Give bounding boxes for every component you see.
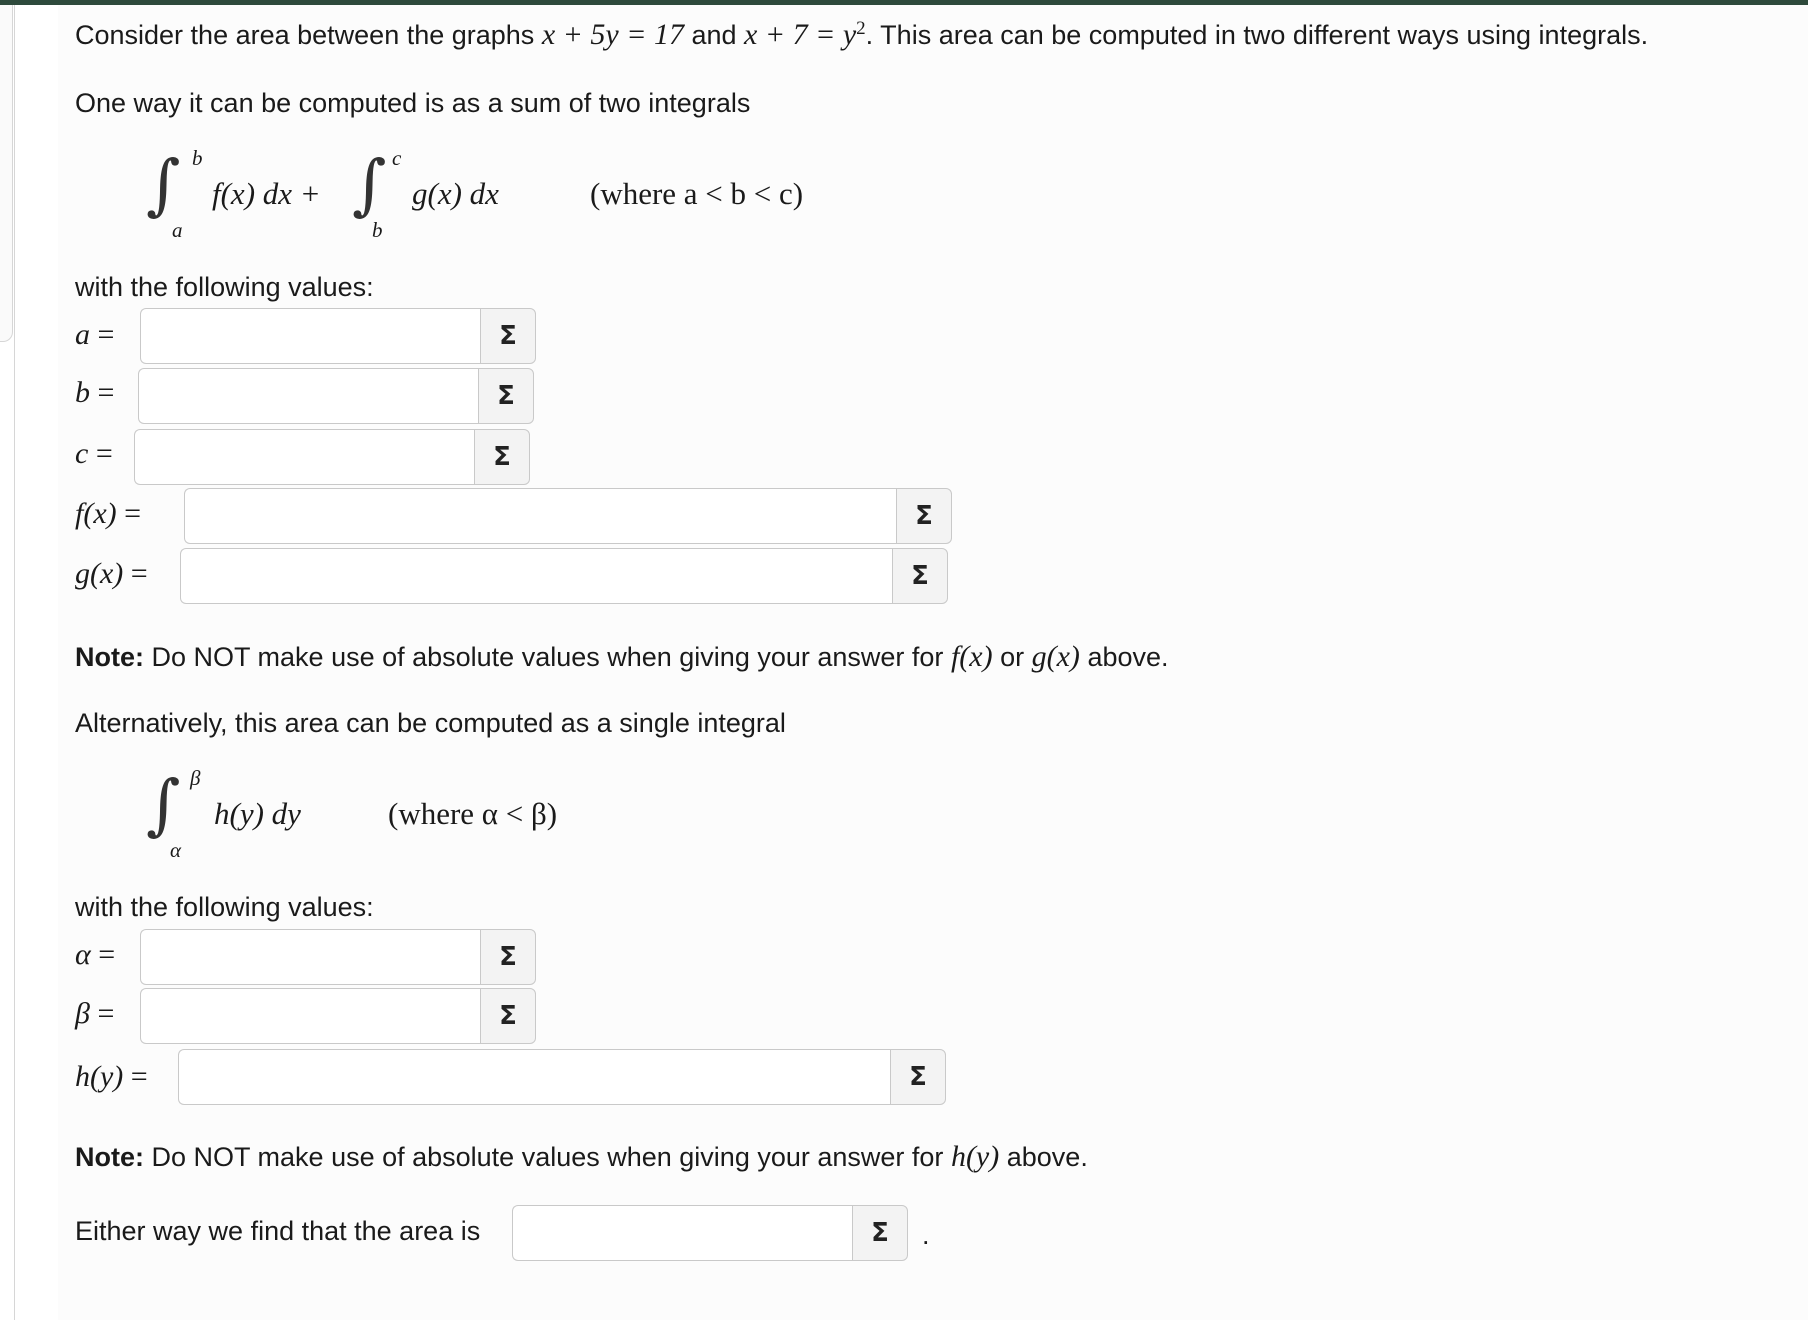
integral-1-lower: a [172, 218, 183, 242]
integral-3-body: h(y) dy [214, 796, 301, 831]
label-f: f(x) = [75, 497, 142, 530]
sigma-button-g[interactable]: Σ [892, 548, 948, 604]
note-2-end: above. [1006, 1142, 1088, 1172]
sigma-button-beta[interactable]: Σ [480, 988, 536, 1044]
part1-values-intro: with the following values: [75, 272, 374, 302]
input-b[interactable] [138, 368, 478, 424]
label-b: b = [75, 376, 115, 409]
note-1-label: Note: [75, 642, 144, 672]
note-2 [75, 1140, 1088, 1174]
left-border [14, 5, 15, 1320]
input-h[interactable] [178, 1049, 890, 1105]
integral-sign-2: ∫ [352, 146, 387, 223]
input-c[interactable] [134, 429, 474, 485]
equation-1: x + 5y = 17 [541, 18, 684, 51]
label-h: h(y) = [75, 1060, 148, 1093]
note-2-label: Note: [75, 1142, 144, 1172]
conclusion-period: . [922, 1220, 930, 1250]
integral-sum-condition: (where a < b < c) [590, 176, 804, 211]
sigma-button-f[interactable]: Σ [896, 488, 952, 544]
sigma-button-c[interactable]: Σ [474, 429, 530, 485]
conclusion-text: Either way we find that the area is [75, 1216, 481, 1246]
note-1-text: Do NOT make use of absolute values when giving your answer for [151, 642, 944, 672]
input-alpha[interactable] [140, 929, 480, 985]
answer-beta [140, 988, 536, 1044]
part2-values-intro: with the following values: [75, 892, 374, 922]
equation-2: x + 7 = y [744, 18, 857, 51]
input-f[interactable] [184, 488, 896, 544]
sigma-button-h[interactable]: Σ [890, 1049, 946, 1105]
answer-b [138, 368, 534, 424]
note-1-f: f(x) [950, 640, 993, 673]
note-1 [75, 640, 1169, 674]
intro-pre: Consider the area between the graphs [75, 20, 535, 50]
label-beta: β = [75, 997, 115, 1030]
note-2-h: h(y) [950, 1140, 1000, 1173]
integral-1-body: f(x) dx + [212, 176, 321, 211]
label-g: g(x) = [75, 557, 148, 590]
integral-3-lower: α [170, 838, 182, 862]
integral-1-upper: b [192, 146, 203, 170]
answer-alpha [140, 929, 536, 985]
answer-c [134, 429, 530, 485]
integral-2-body: g(x) dx [412, 176, 499, 211]
integral-sign-3: ∫ [146, 766, 181, 843]
intro-sentence [75, 18, 1648, 52]
intro-and: and [691, 20, 737, 50]
input-a[interactable] [140, 308, 480, 364]
integral-3-upper: β [190, 766, 201, 790]
part1-intro: One way it can be computed is as a sum of two integrals [75, 88, 751, 118]
sigma-button-area[interactable]: Σ [852, 1205, 908, 1261]
note-1-g: g(x) [1031, 640, 1080, 673]
intro-post: . This area can be computed in two different ways using integrals. [865, 20, 1649, 50]
sigma-button-a[interactable]: Σ [480, 308, 536, 364]
answer-f [184, 488, 952, 544]
note-1-end: above. [1087, 642, 1169, 672]
answer-a [140, 308, 536, 364]
note-2-text: Do NOT make use of absolute values when giving your answer for [151, 1142, 944, 1172]
input-beta[interactable] [140, 988, 480, 1044]
integral-sign-1: ∫ [146, 146, 181, 223]
sigma-button-b[interactable]: Σ [478, 368, 534, 424]
input-g[interactable] [180, 548, 892, 604]
label-alpha: α = [75, 938, 116, 971]
input-area[interactable] [512, 1205, 852, 1261]
sigma-button-alpha[interactable]: Σ [480, 929, 536, 985]
answer-h [178, 1049, 946, 1105]
answer-g [180, 548, 948, 604]
equation-2-exponent: 2 [856, 18, 866, 39]
note-1-or: or [1000, 642, 1025, 672]
answer-area [512, 1205, 908, 1261]
integral-2-upper: c [392, 146, 402, 170]
label-a: a = [75, 318, 115, 351]
label-c: c = [75, 437, 113, 470]
single-integral-condition: (where α < β) [388, 796, 558, 831]
integral-2-lower: b [372, 218, 383, 242]
part2-intro: Alternatively, this area can be computed as a single integral [75, 708, 786, 738]
left-side-tab[interactable] [0, 5, 13, 342]
